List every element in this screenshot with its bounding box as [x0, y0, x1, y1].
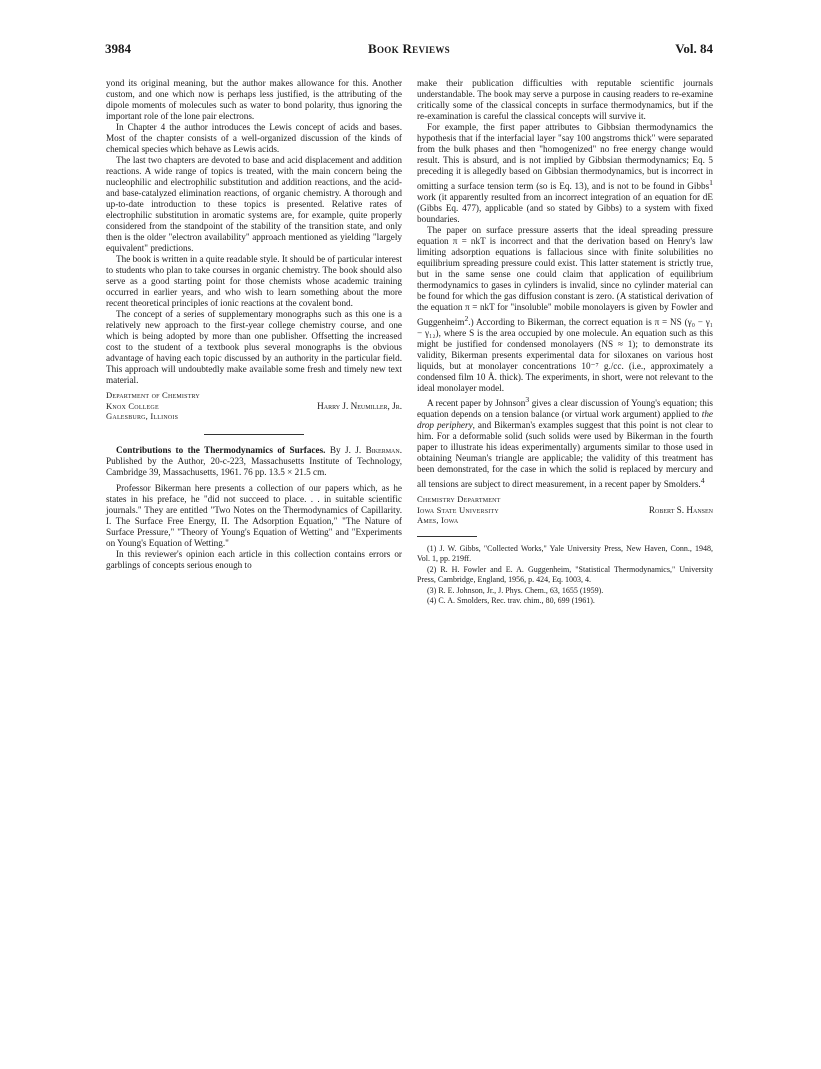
paragraph: yond its original meaning, but the author makes allowance for this. Another custom, and one which now is perhaps less justified, is the attributing of the dipole moments of molecules such as water to bond polarity, thus ignoring the important role of the lone pair electrons. — [106, 78, 402, 121]
footnote-ref: 4 — [700, 476, 705, 486]
paragraph: In Chapter 4 the author introduces the Lewis concept of acids and bases. Most of the chapter consists of a well-organized discussion of the kinds of chemical species which behave as Lewis acids. — [106, 122, 402, 154]
signature-institution: Knox College — [106, 400, 159, 411]
review-book-title: Contributions to the Thermodynamics of Surfaces. — [116, 444, 326, 455]
signature-department: Department of Chemistry — [106, 390, 200, 400]
paragraph: For example, the first paper attributes to Gibbsian thermodynamics the hypothesis that if the interfacial layer "say 100 angstroms thick" were separated from the bulk phases and then "homogenized" no free energy change would result. This is absurd, and is not implied by Gibbsian thermodynamics; Eq. 5 preceding it is allegedly based on Gibbsian thermodynamics, but is incorrect in omitting a surface tension term (so is Eq. 13), and is not to be found in Gibbs$^1$ work (it apparently resulted from an incorrect integration of an equation for dE (Gibbs Eq. 477), applicable (and so stated by Gibbs) to a system with fixed boundaries. — [417, 122, 713, 225]
footnote-ref: 3 — [525, 395, 530, 405]
footnote-ref: 2 — [464, 314, 469, 324]
page-number: 3984 — [105, 41, 131, 56]
volume-label: Vol. 84 — [675, 41, 713, 56]
paragraph: In this reviewer's opinion each article in this collection contains errors or garblings of concepts serious enough to — [106, 548, 402, 570]
paragraph: Professor Bikerman here presents a collection of our papers which, as he states in his preface, he "did not succeed to place. . . in suitable scientific journals." They are entitled "Two Notes on the Thermodynamics of Capillarity. I. The Surface Free Energy, II. The Adsorption Equation," "The Nature of Surface Pressure," "Theory of Young's Equation of Wetting" and "Experiments on Young's Equation of Wetting." — [106, 482, 402, 548]
paragraph: A recent paper by Johnson$^3$ gives a clear discussion of Young's equation; this equation depends on a tension balance (or virtual work argument) applied to the drop periphery, and Bikerman's examples suggest that this point is not clear to him. For a deformable solid (such solids were used by Bikerman in the fourth paper to illustrate his ideas experimentally) arguments similar to those used in obtaining Neuman's triangle are applicable; the validity of this treatment has been demonstrated, for the case in which the solid is replaced by mercury and all tensions are subject to direct measurement, in a recent paper by Smolders.$^4$ — [417, 395, 714, 490]
review-publication: . Published by the Author, 20-c-223, Massachusetts Institute of Technology, Cambridge 39, Massachusetts, 1961. 76 pp. 13.5 × 21.5 cm. — [106, 444, 403, 477]
signature-author: Robert S. Hansen — [648, 504, 713, 515]
review-book-author: J. J. Bikerman — [345, 444, 400, 455]
section-divider — [204, 434, 304, 435]
footnote: (1) J. W. Gibbs, "Collected Works," Yale University Press, New Haven, Conn., 1948, Vol. 1, pp. 219ff. — [417, 543, 713, 564]
paragraph: The book is written in a quite readable style. It should be of particular interest to students who plan to take courses in organic chemistry. The book should also serve as a good starting point for those chemists whose academic training occurred in earlier years, and who wish to learn something about the more recent theoretical principles of ionic reactions at the covalent bond. — [106, 254, 403, 308]
footnote: (4) C. A. Smolders, Rec. trav. chim., 80, 699 (1961). — [427, 596, 595, 606]
running-title: Book Reviews — [368, 41, 450, 56]
footnote: (2) R. H. Fowler and E. A. Guggenheim, "Statistical Thermodynamics," University Press, Cambridge, England, 1956, p. 424, Eq. 1003, 4. — [417, 564, 713, 585]
signature-location: Ames, Iowa — [417, 515, 459, 526]
review-signature — [106, 390, 402, 422]
paragraph: The paper on surface pressure asserts that the ideal spreading pressure equation π = nkT is incorrect and that the derivation based on Henry's law limiting adsorption equations is fallacious since with finite solubilities no equilibrium spreading pressure could exist. This latter statement is strictly true, but in the same sense one could claim that application of equilibrium thermodynamics to gases in cylinders is invalid, since no cylinder material can be found for which the gas diffusion constant is zero. (A statistical derivation of the equation π = nkT for "insoluble" mobile monolayers is given by Fowler and Guggenheim$^2$.) According to Bikerman, the correct equation is π = NS (γ₀ − γ₁ − γ₁₂), where S is the area occupied by one molecule. An equation such as this might be justified for condensed monolayers (NS ≈ 1); to demonstrate its validity, Bikerman presents experimental data for siloxanes on various host liquids, but at monolayer concentrations 10⁻⁷ g./cc. (i.e., approximately a condensed film 10 Å. thick). The experiments, in short, were not relevant to the ideal monolayer model. — [417, 225, 713, 394]
paragraph: The concept of a series of supplementary monographs such as this one is a relatively new approach to the first-year college chemistry course, and one which is being adopted by more than one publisher. Offsetting the increased cost to the student of a textbook plus several monographs is the obvious advantage of having each topic discussed by an authority in the particular field. This approach will undoubtedly make available some fresh and timely new text material. — [106, 309, 402, 385]
footnote-ref: 1 — [709, 178, 713, 187]
left-column — [106, 78, 402, 571]
paragraph: make their publication difficulties with reputable scientific journals understandable. The book may serve a purpose in causing readers to re-examine critically some of the classical concepts in surface thermodynamics, but if the re-examination is careful the classical concepts will survive it. — [417, 78, 713, 121]
review-signature — [417, 494, 713, 526]
signature-institution: Iowa State University — [417, 504, 499, 515]
page-header — [105, 41, 713, 57]
signature-location: Galesburg, Illinois — [106, 411, 179, 421]
review-heading: Contributions to the Thermodynamics of Surfaces. By J. J. Bikerman. Published by the Author, 20-c-223, Massachusetts Institute of Technology, Cambridge 39, Massachusetts, 1961. 76 pp. 13.5 × 21.5 cm. — [106, 444, 403, 477]
right-column — [417, 78, 713, 607]
signature-department: Chemistry Department — [417, 494, 501, 505]
paragraph: The last two chapters are devoted to base and acid displacement and addition reactions. A wide range of topics is treated, with the main concern being the nucleophilic and electrophilic substitution and addition reactions, and the acid- and base-catalyzed elimination reactions, of organic chemistry. A thorough and up-to-date introduction to these topics is presented. Relative rates of electrophilic substitution in aromatic systems are, for example, quite properly considered from the standpoint of the stability of the transition state, and only then is the older "electron availability" approach mentioned as yielding "largely equivalent" predictions. — [106, 155, 402, 253]
footnote: (3) R. E. Johnson, Jr., J. Phys. Chem., 63, 1655 (1959). — [427, 585, 604, 595]
footnote-divider — [417, 536, 477, 537]
signature-author: Harry J. Neumiller, Jr. — [317, 400, 402, 411]
